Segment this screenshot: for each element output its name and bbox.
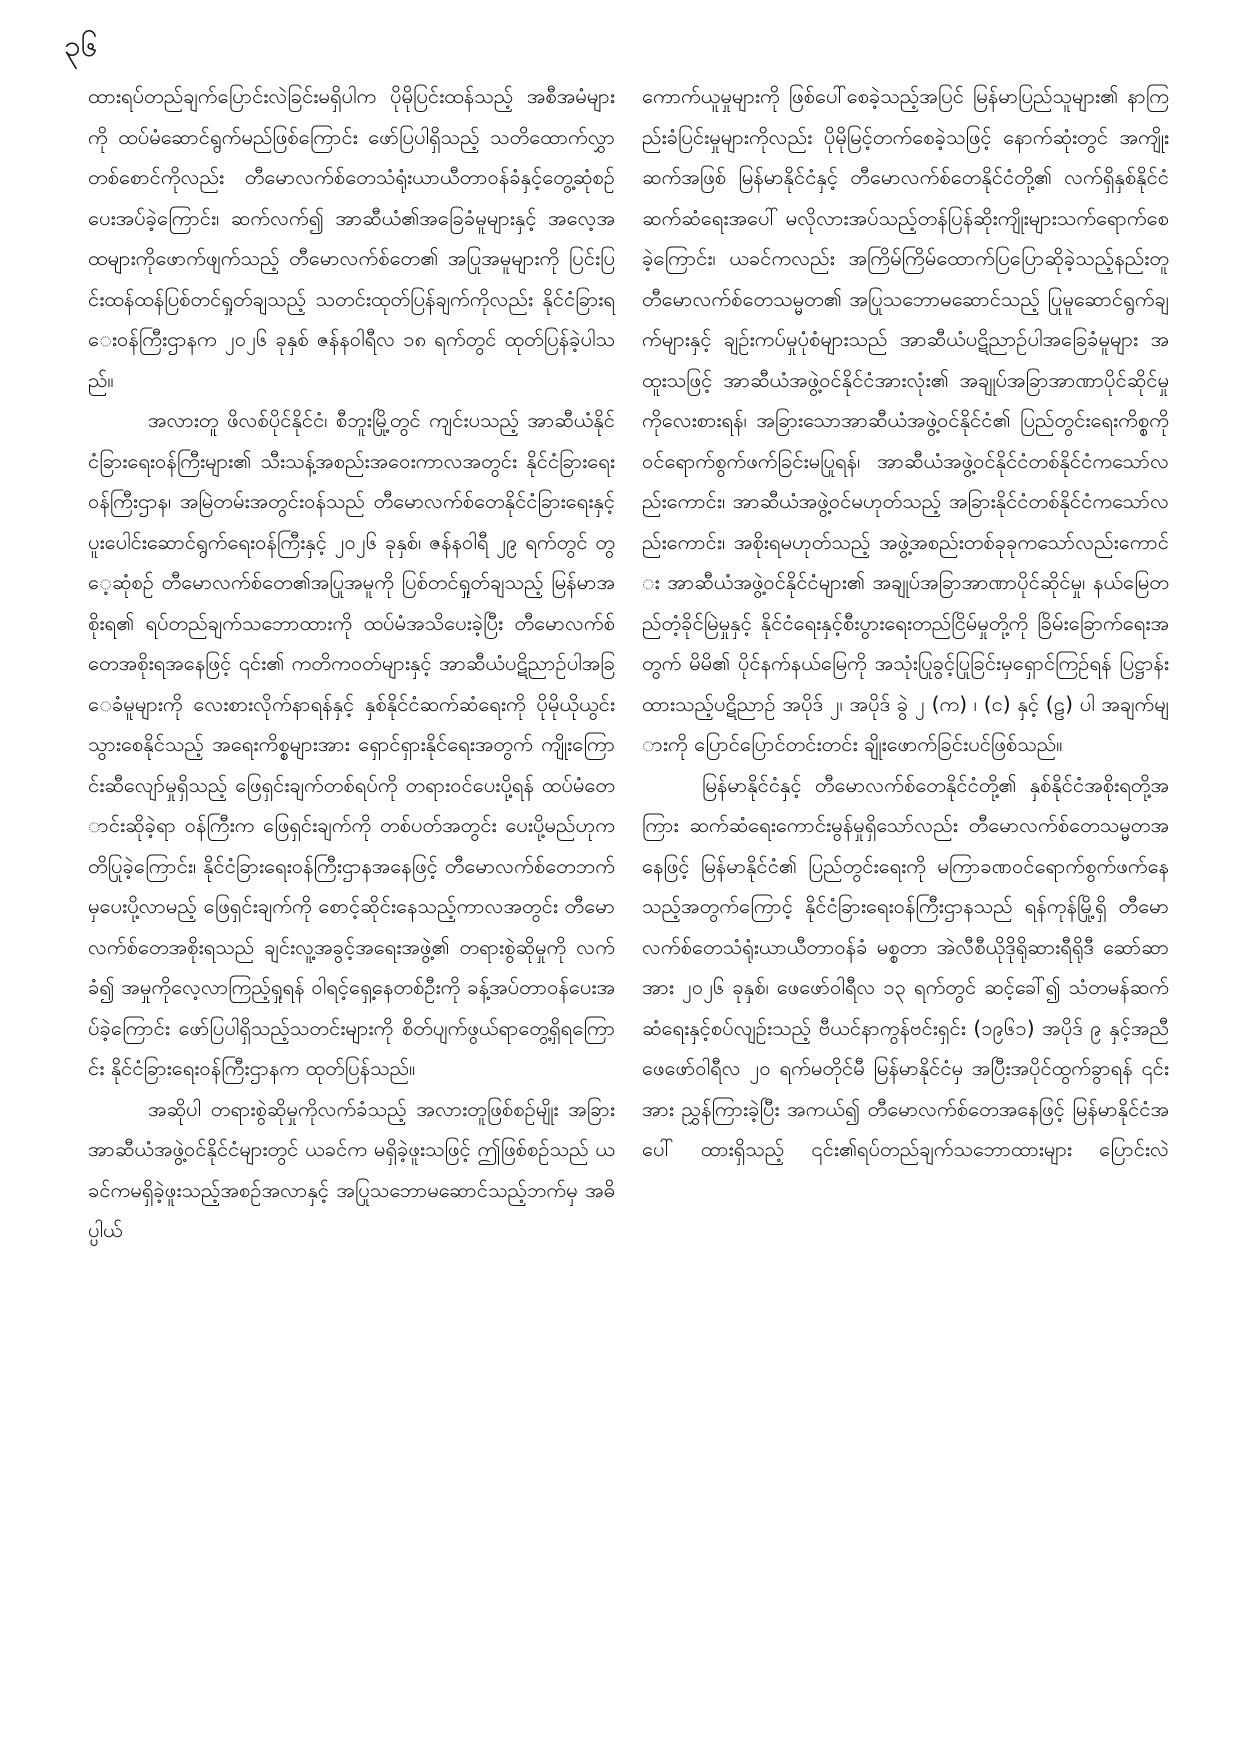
paragraph: အလားတူ ဖိလစ်ပိုင်နိုင်ငံ၊ စီဘူးမြို့တွင် ကျင်းပသည့် အာဆီယံနိုင်ငံခြားရေးဝန်ကြီးများ၏ သီးသန့်အစည်းအဝေးကာလအတွင်း နိုင်ငံခြားရေးဝန်ကြီးဌာန၊ အမြဲတမ်းအတွင်းဝန်သည် တီမောလက်စ်တေနိုင်ငံခြားရေးနှင့်ပူးပေါင်းဆောင်ရွက်ရေးဝန်ကြီးနှင့် ၂၀၂၆ ခုနှစ်၊ ဇန်နဝါရီ ၂၉ ရက်တွင် တွေ့ဆုံစဉ် တီမောလက်စ်တေ၏အပြုအမူကို ပြစ်တင်ရှုတ်ချသည့် မြန်မာအစိုးရ၏ ရပ်တည်ချက်သဘောထားကို ထပ်မံအသိပေးခဲ့ပြီး တီမောလက်စ်တေအစိုးရအနေဖြင့် ၎င်း၏ ကတိကဝတ်များနှင့် အာဆီယံပဋိညာဉ်ပါအခြေခံမူများကို လေးစားလိုက်နာရန်နှင့် နှစ်နိုင်ငံဆက်ဆံရေးကို ပိုမိုယိုယွင်းသွားစေနိုင်သည့် အရေးကိစ္စများအား ရှောင်ရှားနိုင်ရေးအတွက် ကျိုးကြောင်းဆီလျော်မှုရှိသည့် ဖြေရှင်းချက်တစ်ရပ်ကို တရားဝင်ပေးပို့ရန် ထပ်မံတောင်းဆိုခဲ့ရာ ဝန်ကြီးက ဖြေရှင်းချက်ကို တစ်ပတ်အတွင်း ပေးပို့မည်ဟုကတိပြုခဲ့ကြောင်း၊ နိုင်ငံခြားရေးဝန်ကြီးဌာနအနေဖြင့် တီမောလက်စ်တေဘက်မှပေးပို့လာမည့် ဖြေရှင်းချက်ကို စောင့်ဆိုင်းနေသည့်ကာလအတွင်း တီမောလက်စ်တေအစိုးရသည် ချင်းလူ့အခွင့်အရေးအဖွဲ့၏ တရားစွဲဆိုမှုကို လက်ခံ၍ အမှုကိုလေ့လာကြည့်ရှုရန် ဝါရင့်ရှေ့နေတစ်ဦးကို ခန့်အပ်တာဝန်ပေးအပ်ခဲ့ကြောင်း ဖော်ပြပါရှိသည့်သတင်းများကို စိတ်ပျက်ဖွယ်ရာတွေ့ရှိရကြောင်း နိုင်ငံခြားရေးဝန်ကြီးဌာနက ထုတ်ပြန်သည်။ xyxy=(88,408,615,1080)
left-column xyxy=(88,76,615,1251)
paragraph: အဆိုပါ တရားစွဲဆိုမှုကိုလက်ခံသည့် အလားတူဖြစ်စဉ်မျိုး အခြားအာဆီယံအဖွဲ့ဝင်နိုင်ငံများတွင် ယခင်က မရှိခဲ့ဖူးသဖြင့် ဤဖြစ်စဉ်သည် ယခင်ကမရှိခဲ့ဖူးသည့်အစဉ်အလာနှင့် အပြုသဘောမဆောင်သည့်ဘက်မှ အဓိပ္ပါယ် xyxy=(88,1096,615,1242)
paragraph: ထားရပ်တည်ချက်ပြောင်းလဲခြင်းမရှိပါက ပိုမိုပြင်းထန်သည့် အစီအမံများကို ထပ်မံဆောင်ရွက်မည်ဖြစ်ကြောင်း ဖော်ပြပါရှိသည့် သတိထောက်လွှာတစ်စောင်ကိုလည်း တီမောလက်စ်တေသံရုံးယာယီတာဝန်ခံနှင့်တွေ့ဆုံစဉ် ပေးအပ်ခဲ့ကြောင်း၊ ဆက်လက်၍ အာဆီယံ၏အခြေခံမူများနှင့် အလေ့အထများကိုဖောက်ဖျက်သည့် တီမောလက်စ်တေ၏ အပြုအမူများကို ပြင်းပြင်းထန်ထန်ပြစ်တင်ရှုတ်ချသည့် သတင်းထုတ်ပြန်ချက်ကိုလည်း နိုင်ငံခြားရေးဝန်ကြီးဌာနက ၂၀၂၆ ခုနှစ် ဇန်နဝါရီလ ၁၈ ရက်တွင် ထုတ်ပြန်ခဲ့ပါသည်။ xyxy=(88,84,615,392)
paragraph: ကောက်ယူမှုများကို ဖြစ်ပေါ်စေခဲ့သည့်အပြင် မြန်မာပြည်သူများ၏ နာကြည်းခံပြင်းမှုများကိုလည်း ပိုမိုမြင့်တက်စေခဲ့သဖြင့် နောက်ဆုံးတွင် အကျိုးဆက်အဖြစ် မြန်မာနိုင်ငံနှင့် တီမောလက်စ်တေနိုင်ငံတို့၏ လက်ရှိနှစ်နိုင်ငံဆက်ဆံရေးအပေါ် မလိုလားအပ်သည့်တန်ပြန်ဆိုးကျိုးများသက်ရောက်စေခဲ့ကြောင်း၊ ယခင်ကလည်း အကြိမ်ကြိမ်ထောက်ပြပြောဆိုခဲ့သည့်နည်းတူ တီမောလက်စ်တေသမ္မတ၏ အပြုသဘောမဆောင်သည့် ပြုမူဆောင်ရွက်ချက်များနှင့် ချဉ်းကပ်မှုပုံစံများသည် အာဆီယံပဋိညာဉ်ပါအခြေခံမူများ အထူးသဖြင့် အာဆီယံအဖွဲ့ဝင်နိုင်ငံအားလုံး၏ အချုပ်အခြာအာဏာပိုင်ဆိုင်မှုကိုလေးစားရန်၊ အခြားသောအာဆီယံအဖွဲ့ဝင်နိုင်ငံ၏ ပြည်တွင်းရေးကိစ္စကို ဝင်ရောက်စွက်ဖက်ခြင်းမပြုရန်၊ အာဆီယံအဖွဲ့ဝင်နိုင်ငံတစ်နိုင်ငံကသော်လည်းကောင်း၊ အာဆီယံအဖွဲ့ဝင်မဟုတ်သည့် အခြားနိုင်ငံတစ်နိုင်ငံကသော်လည်းကောင်း၊ အစိုးရမဟုတ်သည့် အဖွဲ့အစည်းတစ်ခုခုကသော်လည်းကောင်း အာဆီယံအဖွဲ့ဝင်နိုင်ငံများ၏ အချုပ်အခြာအာဏာပိုင်ဆိုင်မှု၊ နယ်မြေတည်တံ့ခိုင်မြဲမှုနှင့် နိုင်ငံရေးနှင့်စီးပွားရေးတည်ငြိမ်မှုတို့ကို ခြိမ်းခြောက်ရေးအတွက် မိမိ၏ ပိုင်နက်နယ်မြေကို အသုံးပြုခွင့်ပြုခြင်းမှရှောင်ကြဉ်ရန် ပြဋ္ဌာန်းထားသည့်ပဋိညာဉ် အပိုဒ် ၂၊ အပိုဒ် ခွဲ ၂ (က) ၊ (င) နှင့် (ဠ) ပါ အချက်များကို ပြောင်ပြောင်တင်းတင်း ချိုးဖောက်ခြင်းပင်ဖြစ်သည်။ xyxy=(642,84,1169,756)
page-number: ၃၆ xyxy=(64,29,98,64)
paragraph: မြန်မာနိုင်ငံနှင့် တီမောလက်စ်တေနိုင်ငံတို့၏ နှစ်နိုင်ငံအစိုးရတို့အကြား ဆက်ဆံရေးကောင်းမွန်မှုရှိသော်လည်း တီမောလက်စ်တေသမ္မတအနေဖြင့် မြန်မာနိုင်ငံ၏ ပြည်တွင်းရေးကို မကြာခဏဝင်ရောက်စွက်ဖက်နေသည့်အတွက်ကြောင့် နိုင်ငံခြားရေးဝန်ကြီးဌာနသည် ရန်ကုန်မြို့ရှိ တီမောလက်စ်တေသံရုံးယာယီတာဝန်ခံ မစ္စတာ အဲလီစီယိုဒိုရိုဆားရီရိုဒီ ဆော်ဆာအား ၂၀၂၆ ခုနှစ်၊ ဖေဖော်ဝါရီလ ၁၃ ရက်တွင် ဆင့်ခေါ်၍ သံတမန်ဆက်ဆံရေးနှင့်စပ်လျဉ်းသည့် ဗီယင်နာကွန်ဗင်းရှင်း (၁၉၆၁) အပိုဒ် ၉ နှင့်အညီ ဖေဖော်ဝါရီလ ၂၀ ရက်မတိုင်မီ မြန်မာနိုင်ငံမှ အပြီးအပိုင်ထွက်ခွာရန် ၎င်းအား ညွှန်ကြားခဲ့ပြီး အကယ်၍ တီမောလက်စ်တေအနေဖြင့် မြန်မာနိုင်ငံအပေါ် ထားရှိသည့် ၎င်း၏ရပ်တည်ချက်သဘောထားများ ပြောင်းလဲ xyxy=(642,772,1169,1161)
right-column xyxy=(642,76,1169,1170)
